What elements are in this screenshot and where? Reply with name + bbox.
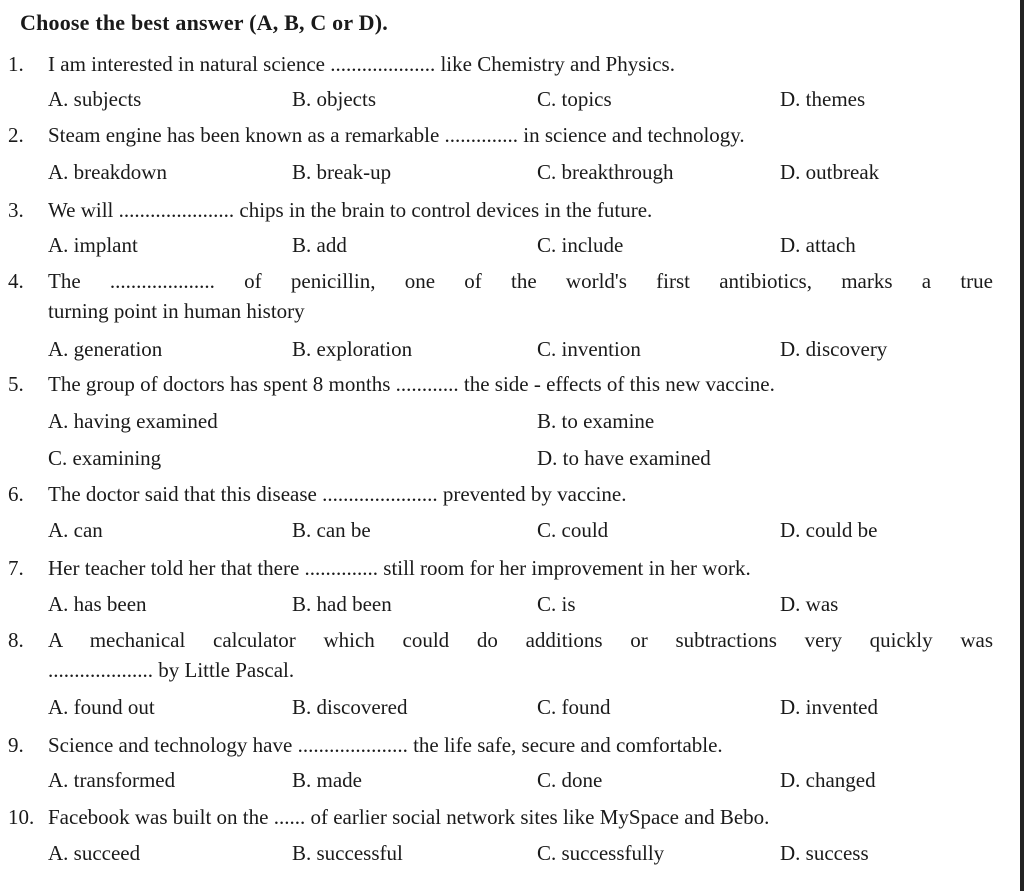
option-d: D. attach [780,233,856,257]
question-7 [8,553,751,583]
question-10 [8,802,769,832]
question-text: We will ...................... chips in the brain to control devices in the future. [48,198,653,222]
question-8 [8,625,993,685]
option-a: A. transformed [48,768,176,792]
question-6 [8,479,627,509]
question-5 [8,369,775,399]
question-number: 8. [8,628,24,652]
question-number: 10. [8,805,35,829]
worksheet-heading: Choose the best answer (A, B, C or D). [20,10,388,35]
option-b: B. can be [292,518,371,542]
option-d: D. outbreak [780,160,880,184]
option-a: A. subjects [48,87,142,111]
option-c: C. successfully [537,841,665,865]
question-4 [8,266,993,326]
option-b: B. exploration [292,337,413,361]
option-b: B. discovered [292,695,408,719]
option-a: A. implant [48,233,138,257]
question-number: 9. [8,733,24,757]
question-text: The doctor said that this disease ...................... prevented by vaccine. [48,482,627,506]
question-text-line-2: turning point in human history [48,299,305,323]
question-text: Facebook was built on the ...... of earlier social network sites like MySpace and Bebo. [48,805,770,829]
question-number: 5. [8,372,24,396]
option-a: A. having examined [48,409,218,433]
option-b: B. had been [292,592,392,616]
question-number: 4. [8,269,24,293]
question-text: The group of doctors has spent 8 months ............ the side - effects of this new vaccine. [48,372,775,396]
question-number: 2. [8,123,24,147]
option-c: C. done [537,768,603,792]
option-d: D. success [780,841,869,865]
option-c: C. include [537,233,624,257]
question-text-line-1: The .................... of penicillin, one of the world's first antibiotics, marks a true [48,269,993,293]
option-a: A. breakdown [48,160,167,184]
page-edge-border [1020,0,1024,891]
question-text-line-1: A mechanical calculator which could do additions or subtractions very quickly was [48,628,993,652]
option-c: C. could [537,518,609,542]
question-1 [8,49,675,79]
option-d: D. was [780,592,839,616]
option-d: D. to have examined [537,446,711,470]
option-b: B. break-up [292,160,392,184]
option-d: D. changed [780,768,876,792]
option-b: B. made [292,768,362,792]
question-number: 7. [8,556,24,580]
question-text: I am interested in natural science .................... like Chemistry and Physics. [48,52,675,76]
question-3 [8,195,652,225]
option-c: C. breakthrough [537,160,674,184]
option-a: A. generation [48,337,163,361]
option-c: C. found [537,695,611,719]
option-c: C. invention [537,337,641,361]
question-text: Her teacher told her that there .............. still room for her improvement in her work. [48,556,751,580]
question-2 [8,120,745,150]
option-c: C. topics [537,87,612,111]
option-c: C. is [537,592,576,616]
option-a: A. can [48,518,103,542]
option-b: B. objects [292,87,376,111]
option-b: B. successful [292,841,403,865]
option-c: C. examining [48,446,162,470]
option-d: D. could be [780,518,878,542]
question-number: 3. [8,198,24,222]
option-d: D. discovery [780,337,888,361]
question-text: Steam engine has been known as a remarkable .............. in science and technology. [48,123,745,147]
option-a: A. found out [48,695,155,719]
question-number: 1. [8,52,24,76]
question-text-line-2: .................... by Little Pascal. [48,658,295,682]
option-a: A. has been [48,592,147,616]
option-d: D. themes [780,87,866,111]
option-d: D. invented [780,695,878,719]
question-9 [8,730,723,760]
option-b: B. to examine [537,409,655,433]
question-text: Science and technology have ..................... the life safe, secure and comfortable. [48,733,723,757]
option-b: B. add [292,233,347,257]
question-number: 6. [8,482,24,506]
option-a: A. succeed [48,841,141,865]
